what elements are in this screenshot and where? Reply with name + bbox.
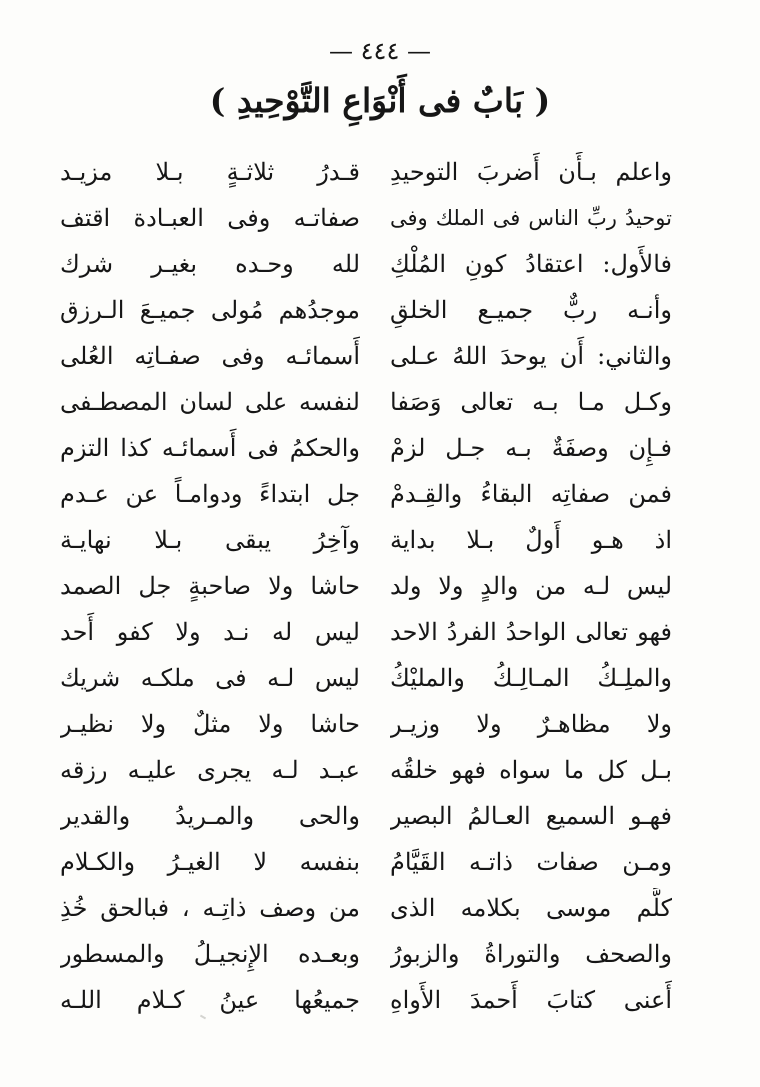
verse-first-hemistich: والصحف والتوراةُ والزبورُ [390,940,672,968]
verse-second-hemistich: وآخِرُ يبقى بـلا نهايـة [60,526,360,554]
verse [0,612,760,652]
verse-first-hemistich: كلَّم موسى بكلامه الذى [390,894,672,922]
verse [0,198,760,238]
verse [0,520,760,560]
verse-first-hemistich: والثاني: أَن يوحدَ اللهُ عـلى [390,342,672,370]
chapter-title: ( بَابٌ فى أَنْوَاعِ التَّوْحِيدِ ) [209,81,551,120]
verse-second-hemistich: والحكمُ فى أَسمائـه كذا التزم [60,434,360,462]
verse-second-hemistich: من وصف ذاتِـه ، فبالحق خُذِ [60,894,360,922]
verse-first-hemistich: اذ هـو أَولٌ بـلا بداية [390,526,672,554]
verse [0,934,760,974]
verse [0,382,760,422]
verse [0,336,760,376]
verse [0,796,760,836]
verse [0,750,760,790]
verse-first-hemistich: فهـو السميع العـالمُ البصير [390,802,672,830]
verse-second-hemistich: جميعُها عينُ كـلام اللـه [60,986,360,1014]
verse-first-hemistich: فمن صفاتِه البقاءُ والقِـدمْ [390,480,672,508]
verse-second-hemistich: وبعـده الإِنجيـلُ والمسطور [60,940,360,968]
verse [0,980,760,1020]
verse-second-hemistich: حاشا ولا صاحبةٍ جل الصمد [60,572,360,600]
verse-first-hemistich: فـإِن وصفَةٌ بـه جـل لزمْ [390,434,672,462]
verse-first-hemistich: وأنـه ربٌّ جميـع الخلقِ [390,296,672,324]
verse [0,474,760,514]
verse-first-hemistich: واعلم بـأَن أَضربَ التوحيدِ [390,158,672,186]
verse-first-hemistich: ليس لـه من والدٍ ولا ولد [390,572,672,600]
verse-first-hemistich: ولا مظاهـرٌ ولا وزيـر [390,710,672,738]
verse-second-hemistich: بنفسه لا الغيـرُ والكـلام [60,848,360,876]
verse-second-hemistich: ليس لـه فى ملكـه شريك [60,664,360,692]
verse-first-hemistich: وكـل مـا بـه تعالى وَصَفا [390,388,672,416]
verse-second-hemistich: ليس له نـد ولا كفو أَحد [60,618,360,646]
verse [0,244,760,284]
verse-second-hemistich: لله وحـده بغيـر شرك [60,250,360,278]
verse-second-hemistich: موجدُهم مُولى جميـعَ الـرزق [60,296,360,324]
verse-second-hemistich: جل ابتداءً ودوامـاً عن عـدم [60,480,360,508]
verse-second-hemistich: حاشا ولا مثلٌ ولا نظيـر [60,710,360,738]
verse-first-hemistich: أَعنى كتابَ أَحمدَ الأَواهِ [390,986,672,1014]
verse-second-hemistich: لنفسه على لسان المصطـفى [60,388,360,416]
verse-first-hemistich: والملِـكُ المـالِـكُ والمليْكُ [390,664,672,692]
verse-second-hemistich: عبـد لـه يجرى عليـه رزقه [60,756,360,784]
verse-first-hemistich: فالأَول: اعتقادُ كونِ المُلْكِ [390,250,672,278]
verse [0,658,760,698]
verse [0,704,760,744]
verse-second-hemistich: أَسمائـه وفى صفـاتِه العُلى [60,342,360,370]
verse-second-hemistich: قـدرُ ثلاثـةٍ بـلا مزيـد [60,158,360,186]
verse-second-hemistich: صفاتـه وفى العبـادة اقتف [60,204,360,232]
verse-first-hemistich: فهو تعالى الواحدُ الفردُ الاحد [390,618,672,646]
verse-first-hemistich: ومـن صفات ذاتـه القَيَّامُ [390,848,672,876]
verse [0,428,760,468]
verse-second-hemistich: والحى والمـريدُ والقدير [60,802,360,830]
verse [0,842,760,882]
verse-first-hemistich: بـل كل ما سواه فهو خلقُه [390,756,672,784]
page-number: — ٤٤٤ — [329,37,431,65]
verse [0,152,760,192]
verse [0,566,760,606]
verse [0,888,760,928]
verse-first-hemistich: توحيدُ ربِّ الناس فى الملك وفى [390,206,672,230]
verse [0,290,760,330]
